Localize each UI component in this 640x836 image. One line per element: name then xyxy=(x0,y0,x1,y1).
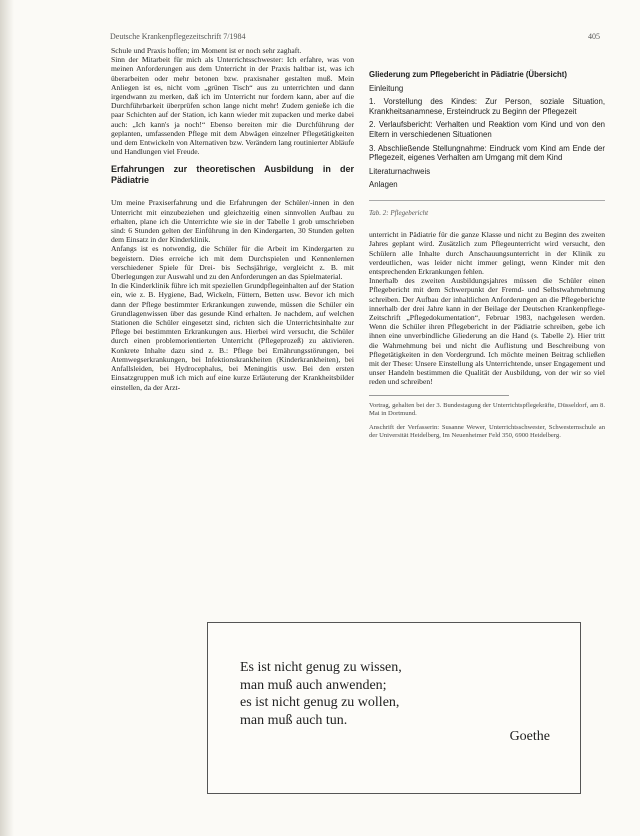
left-column xyxy=(111,46,354,392)
paragraph: Sinn der Mitarbeit für mich als Unterrichtsschwester: Ich erfahre, was von meinen Anforderungen aus dem Unterricht in der Praxis haltbar ist, was ich überarbeiten oder mehr betonen bzw. praxisnaher gestalten muß. Mein Anliegen ist es, nicht vom „grünen Tisch“ aus zu unterrichten und dann irgendwann zu merken, daß ich im Unterricht nur fordern kann, aber auf die Durchführbarkeit überprüfen schon lange nicht mehr! Zudem genieße ich die paar Schichten auf der Station, ich kann wieder mit zupacken und merke dabei auch: „Ich kann's ja noch!“ Ebenso bereiten mir die Durchführung der geplanten, umfassenden Pflege mit dem Abwägen einzelner Pflegetätigkeiten und dem Entwickeln von Alternativen bzw. Verändern lang routinierter Abläufe und Handlungen viel Freude. xyxy=(111,55,354,157)
outline-item: 1. Vorstellung des Kindes: Zur Person, soziale Situation, Krankheitsanamnese, Ersteindruck zu Beginn der Pflegezeit xyxy=(369,97,605,116)
paragraph: Anfangs ist es notwendig, die Schüler für die Arbeit im Kindergarten zu begeistern. Dies erreiche ich mit dem Durchspielen und Kennenlernen verschiedener Spiele für Drei- bis Sechsjährige, vergleicht z. B. mit Überlegungen zur Auswahl und zu den Anforderungen an das Spielmaterial. xyxy=(111,244,354,282)
paragraph: In die Kinderklinik führe ich mit speziellen Grundpflegeinhalten auf der Station ein, wie z. B. Hygiene, Bad, Wickeln, Füttern, Betten usw. Bevor ich mich dann der Pflege bestimmter Erkrankungen zuwende, müssen die Schüler ein Grundlagenwissen über das gesunde Kind erhalten. Je nachdem, auf welchen Stationen die Schüler eingesetzt sind, richten sich die Unterrichtsinhalte zur Pflege bei bestimmten Erkrankungen aus. Hierbei wird versucht, die Schüler durch einen problemorientierten Unterricht (Pflegeprozeß) zu aktivieren. Konkrete Inhalte dazu sind z. B.: Pflege bei Ernährungsstörungen, bei Atemwegserkrankungen, bei Infektionskrankheiten (Kinderkrankheiten), bei Anfallsleiden, bei Hydrocephalus, bei Meningitis usw. Bei den ersten Einsatzgruppen muß ich mich auf eine kurze Erläuterung der Krankheitsbilder einstellen, da der Arzt- xyxy=(111,281,354,392)
section-heading: Erfahrungen zur theoretischen Ausbildung in der Pädiatrie xyxy=(111,164,354,186)
outline-item: Einleitung xyxy=(369,83,404,93)
paragraph: Innerhalb des zweiten Ausbildungsjahres müssen die Schüler einen Pflegebericht mit dem Schwerpunkt der Fremd- und Selbstwahrnehmung schreiben. Der Aufbau der inhaltlichen Anforderungen an die Pflegeberichte innerhalb der drei Jahre kann in der Beilage der Deutschen Krankenpflege-Zeitschrift „Pflegedokumentation“, Februar 1983, nachgelesen werden. Wenn die Schüler ihren Pflegebericht in der Pädiatrie schreiben, gebe ich ihnen eine unverbindliche Gliederung an die Hand (s. Tabelle 2). Hier tritt die Wahrnehmung bei und nicht die Auflistung und Beschreibung von Pflegetätigkeiten in den Vordergrund. Ich möchte meinen Beitrag schließen mit der These: Unsere Einstellung als Unterrichtende, unser Engagement und unser Handeln bestimmen die Qualität der Ausbildung, von der wir so viel reden und schreiben! xyxy=(369,276,605,387)
quote-line: man muß auch anwenden; xyxy=(240,677,387,693)
outline-item: 3. Abschließende Stellungnahme: Eindruck vom Kind am Ende der Pflegezeit, eigenes Verhalten am Umgang mit dem Kind xyxy=(369,143,605,163)
author-address: Anschrift der Verfasserin: Susanne Wewer, Unterrichtsschwester, Schwesternschule an der Universität Heidelberg, Im Neuenheimer Feld 350, 6900 Heidelberg. xyxy=(369,423,605,439)
divider xyxy=(369,395,509,396)
binding-shadow xyxy=(0,0,14,836)
quote-line: Es ist nicht genug zu wissen, xyxy=(240,660,402,675)
right-column xyxy=(369,70,605,440)
paragraph: unterricht in Pädiatrie für die ganze Klasse und nicht zu Beginn des zweiten Jahres geplant wird. Zusätzlich zum Pflegeunterricht wird versucht, den Schülern alle Inhalte durch Anschauungsunterricht in der Klinik zu verdeutlichen, was leider nicht immer gelingt, wenn Kinder mit den entsprechenden Erkrankungen fehlen. xyxy=(369,230,605,276)
outline-item: Literaturnachweis xyxy=(369,166,431,176)
outline-title: Gliederung zum Pflegebericht in Pädiatrie (Übersicht) xyxy=(369,70,567,79)
quote-box xyxy=(207,622,581,794)
table-caption: Tab. 2: Pflegebericht xyxy=(369,208,429,217)
paragraph: Schule und Praxis hoffen; im Moment ist er noch sehr zaghaft. xyxy=(111,46,302,55)
page-number: 405 xyxy=(588,32,600,41)
outline-item: 2. Verlaufsbericht: Verhalten und Reaktion vom Kind und von den Eltern in verschiedenen Situationen xyxy=(369,120,605,139)
quote-author: Goethe xyxy=(509,729,550,744)
outline-item: Anlagen xyxy=(369,180,398,190)
running-head xyxy=(110,32,600,44)
outline-table xyxy=(369,70,605,201)
quote-line: man muß auch tun. xyxy=(240,712,348,728)
paragraph: Um meine Praxiserfahrung und die Erfahrungen der Schüler/-innen in den Unterricht mit einzubeziehen und gleichzeitig einen sinnvollen Aufbau zu erhalten, plane ich die Unterrichte wie sie in der Tabelle 1 grob umschrieben sind: 6 Stunden gelten der Einführung in den Kindergarten, 30 Stunden gelten dem Einsatz in der Kinderklinik. xyxy=(111,198,354,245)
quote-line: es ist nicht genug zu wollen, xyxy=(240,695,400,710)
quote-text xyxy=(240,659,402,729)
footnote: Vortrag, gehalten bei der 3. Bundestagung der Unterrichtspflegekräfte, Düsseldorf, am 8. Mai in Dortmund. xyxy=(369,401,605,417)
running-head-title: Deutsche Krankenpflegezeitschrift 7/1984 xyxy=(110,32,246,41)
